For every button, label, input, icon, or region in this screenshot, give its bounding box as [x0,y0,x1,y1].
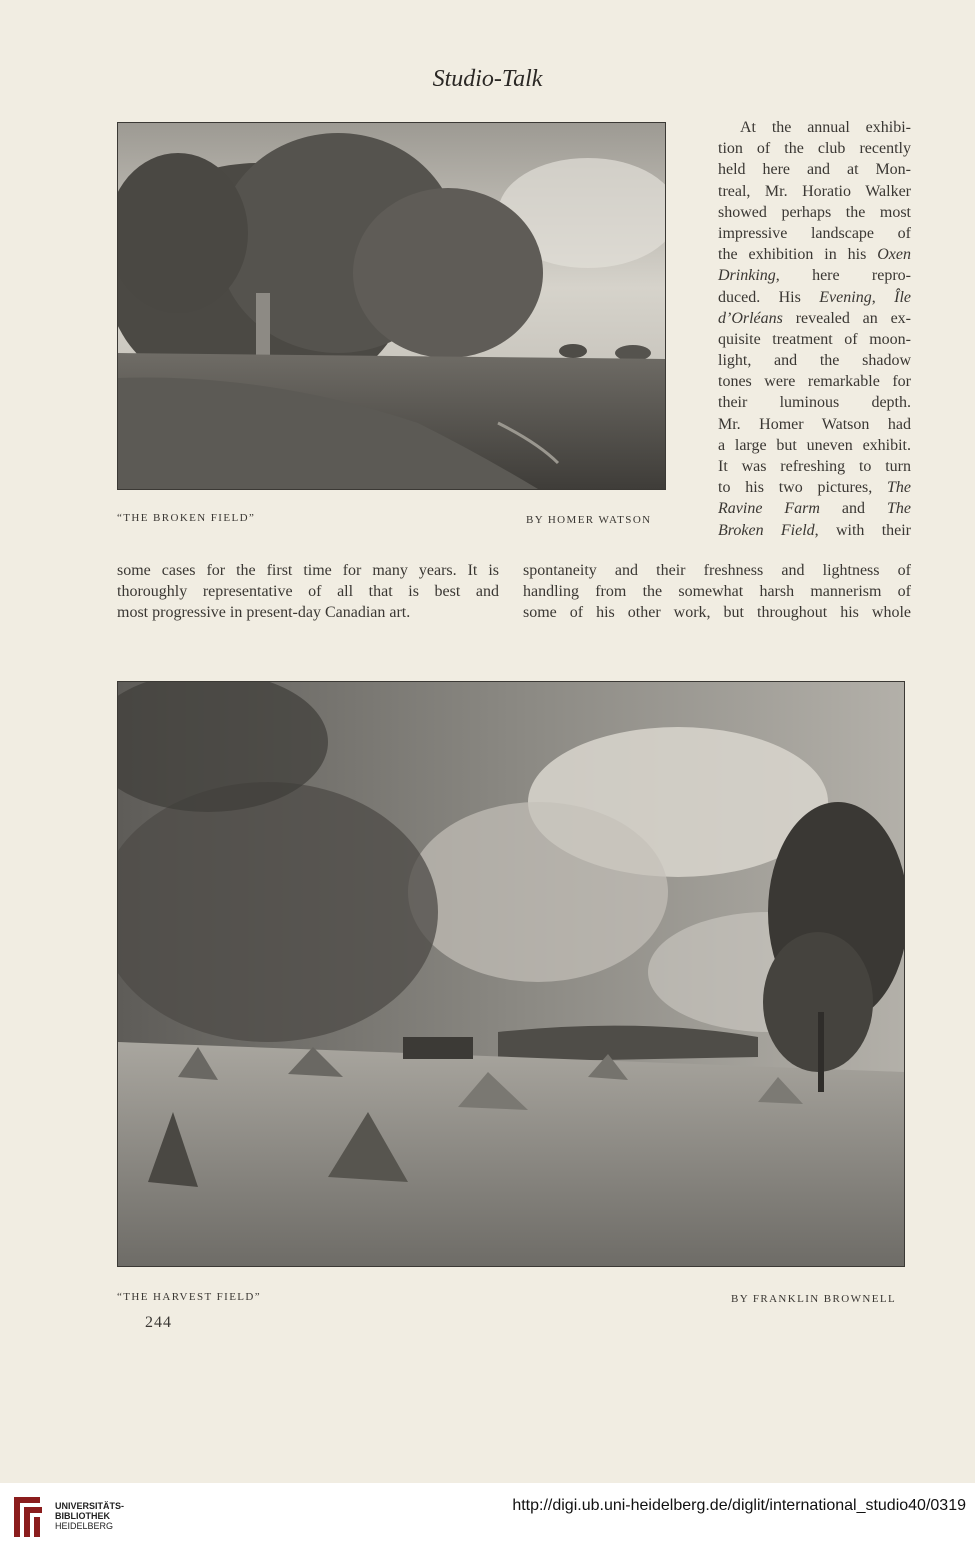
text-line: most progressive in present-day Canadian art. [117,604,411,622]
digitization-footer [0,1483,975,1554]
running-title: Studio-Talk [432,66,543,92]
text-line: spontaneity and their freshness and lightness of [523,562,911,579]
text-line: impressive landscape of [718,224,911,242]
broken-field-credit: BY HOMER WATSON [526,514,652,526]
library-name-line: HEIDELBERG [55,1521,114,1531]
left-column-text [117,560,499,624]
text-line: Ravine Farm and The [718,500,911,518]
text-line: a large but uneven exhibit. [718,436,911,454]
text-line: handling from the somewhat harsh mannerism of [523,583,911,601]
right-column-text [718,117,911,541]
text-line: tion of the club recently [718,140,911,158]
text-line: treal, Mr. Horatio Walker [718,182,911,200]
text-line: some cases for the first time for many years. It is [117,562,499,579]
harvest-field-plate [117,681,905,1267]
harvest-field-title: “THE HARVEST FIELD” [117,1291,262,1303]
text-line: some of his other work, but throughout his whole [523,604,911,622]
text-line: Mr. Homer Watson had [718,415,911,433]
text-line: the exhibition in his Oxen [718,246,911,264]
landscape-trees-image [118,123,665,489]
text-line: to his two pictures, The [718,479,911,497]
harvest-field-credit: BY FRANKLIN BROWNELL [731,1293,897,1305]
right-lower-text [523,560,911,624]
text-line: Broken Field, with their [718,521,912,539]
source-url-link[interactable]: http://digi.ub.uni-heidelberg.de/diglit/international_studio40/0319 [512,1497,966,1514]
text-line: held here and at Mon- [718,161,911,179]
text-line: showed perhaps the most [718,203,911,221]
text-line: quisite treatment of moon- [718,330,911,348]
library-name-line: BIBLIOTHEK [55,1511,110,1521]
library-name [55,1501,124,1531]
text-line: light, and the shadow [718,352,911,370]
harvest-landscape-image [118,682,904,1266]
text-line: At the annual exhibi- [740,119,911,136]
broken-field-plate [117,122,666,490]
text-line: duced. His Evening, Île [718,288,911,306]
text-line: their luminous depth. [718,394,911,412]
library-logo-icon [11,1493,47,1541]
text-line: It was refreshing to turn [718,458,911,475]
text-line: thoroughly representative of all that is best and [117,583,499,601]
broken-field-title: “THE BROKEN FIELD” [117,512,256,524]
text-line: Drinking, here repro- [718,267,911,285]
page-number: 244 [145,1314,172,1331]
library-name-line: UNIVERSITÄTS- [55,1501,125,1511]
text-line: d’Orléans revealed an ex- [718,309,911,327]
text-line: tones were remarkable for [718,373,911,391]
